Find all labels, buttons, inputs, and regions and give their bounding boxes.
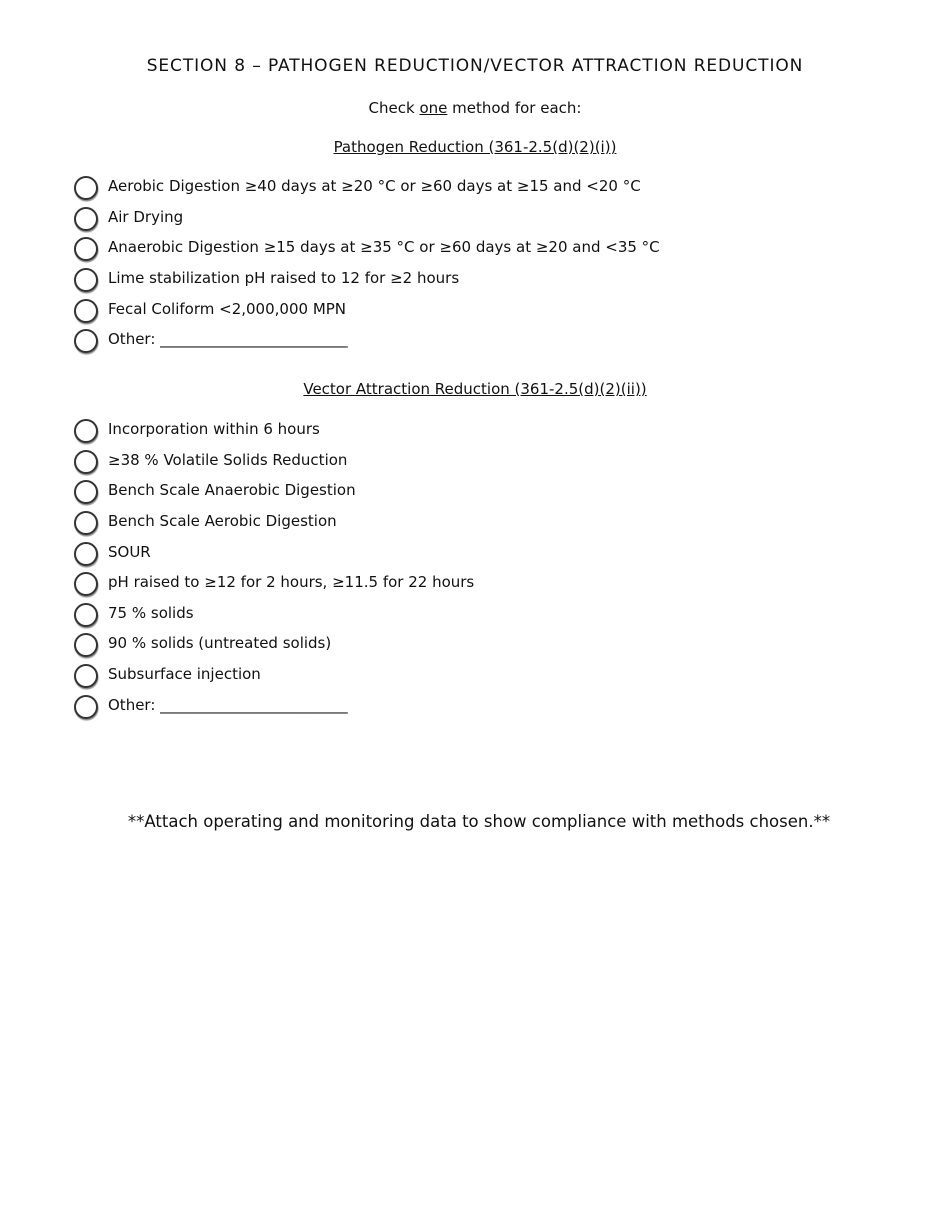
option-label: Anaerobic Digestion ≥15 days at ≥35 °C or ≥60 days at ≥20 and <35 °C [108,238,660,257]
radio-button[interactable] [74,633,98,657]
radio-button[interactable] [74,237,98,261]
option-label: Fecal Coliform <2,000,000 MPN [108,299,347,318]
vector-option-incorporation[interactable] [74,414,474,445]
pathogen-option-aerobic-digestion[interactable] [74,171,660,202]
vector-option-other[interactable] [74,689,474,720]
compliance-footnote: **Attach operating and monitoring data to show compliance with methods chosen.** [127,812,831,831]
option-label: pH raised to ≥12 for 2 hours, ≥11.5 for 22 hours [108,573,475,592]
option-label: Other: _________________________ [108,330,348,349]
pathogen-option-anaerobic-digestion[interactable] [74,232,660,263]
instruction-text [0,99,950,117]
radio-button[interactable] [74,542,98,566]
instruction-emphasis: one [419,99,448,117]
option-label: Subsurface injection [108,665,261,684]
option-label: Bench Scale Anaerobic Digestion [108,481,356,500]
radio-button[interactable] [74,419,98,443]
option-label: Incorporation within 6 hours [108,420,320,439]
radio-button[interactable] [74,299,98,323]
radio-button[interactable] [74,603,98,627]
pathogen-reduction-options [74,171,660,355]
vector-option-sour[interactable] [74,536,474,567]
option-label: Aerobic Digestion ≥40 days at ≥20 °C or ≥60 days at ≥15 and <20 °C [108,177,641,196]
option-label: 90 % solids (untreated solids) [108,634,332,653]
vector-option-ph-raised[interactable] [74,567,474,598]
option-label: SOUR [108,542,151,561]
radio-button[interactable] [74,511,98,535]
vector-option-bench-aerobic[interactable] [74,506,474,537]
vector-option-volatile-solids[interactable] [74,445,474,476]
vector-option-subsurface-injection[interactable] [74,659,474,690]
radio-button[interactable] [74,480,98,504]
radio-button[interactable] [74,268,98,292]
option-label: 75 % solids [108,603,194,622]
instruction-prefix: Check [368,99,420,117]
vector-attraction-heading: Vector Attraction Reduction (361-2.5(d)(2)(ii)) [303,380,647,398]
pathogen-option-fecal-coliform[interactable] [74,293,660,324]
option-label: Lime stabilization pH raised to 12 for ≥2 hours [108,269,460,288]
radio-button[interactable] [74,572,98,596]
option-label: Bench Scale Aerobic Digestion [108,512,337,531]
radio-button[interactable] [74,664,98,688]
radio-button[interactable] [74,176,98,200]
vector-option-75-solids[interactable] [74,598,474,629]
option-label: Air Drying [108,207,184,226]
vector-attraction-options [74,414,474,720]
pathogen-reduction-heading: Pathogen Reduction (361-2.5(d)(2)(i)) [333,138,617,156]
radio-button[interactable] [74,207,98,231]
pathogen-option-lime-stabilization[interactable] [74,263,660,294]
option-label: ≥38 % Volatile Solids Reduction [108,450,348,469]
section-title: SECTION 8 – PATHOGEN REDUCTION/VECTOR ATTRACTION REDUCTION [146,56,804,76]
vector-option-bench-anaerobic[interactable] [74,475,474,506]
pathogen-option-air-drying[interactable] [74,202,660,233]
radio-button[interactable] [74,695,98,719]
vector-option-90-solids[interactable] [74,628,474,659]
radio-button[interactable] [74,329,98,353]
option-label: Other: _________________________ [108,695,348,714]
pathogen-option-other[interactable] [74,324,660,355]
instruction-suffix: method for each: [447,99,582,117]
radio-button[interactable] [74,450,98,474]
